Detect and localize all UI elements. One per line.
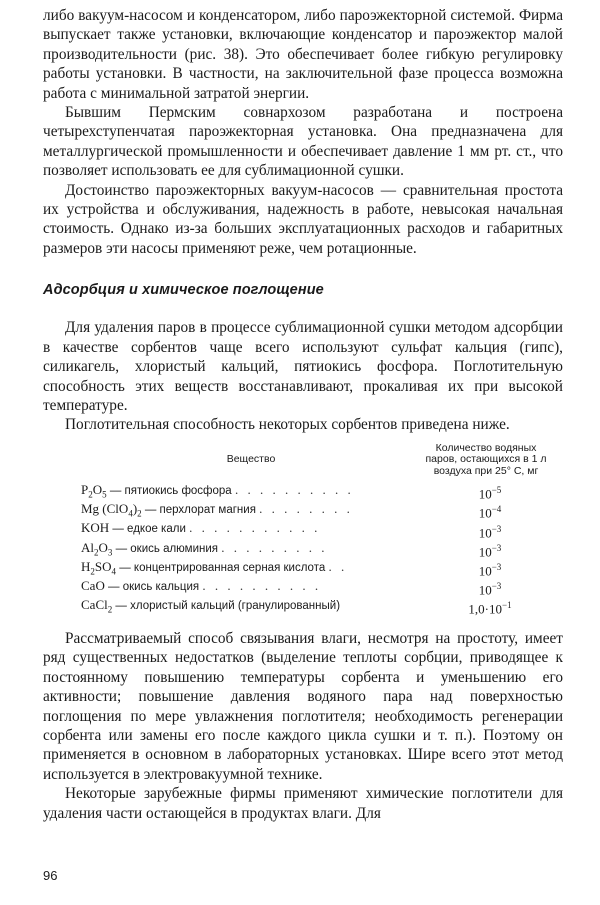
header-value: Количество водяных паров, остающихся в 1 л воздуха при 25° С, мг [425, 441, 547, 477]
substance-name: — перхлорат магния [141, 504, 256, 517]
value-cell [421, 579, 551, 598]
leader-dots: . . [328, 558, 348, 574]
value-cell [421, 483, 551, 502]
value-cell [421, 598, 551, 617]
value-cell [421, 541, 551, 560]
value-exponent: −5 [491, 485, 502, 496]
paragraph: Некоторые зарубежные фирмы применяют химические поглотители для удаления части остающейся в продуктах влаги. Для [43, 785, 563, 822]
table-row [81, 541, 551, 560]
formula-subscript: 4 [128, 508, 133, 519]
page-number: 96 [43, 868, 58, 883]
formula-part: CaO [81, 577, 105, 593]
paragraph: Поглотительная способность некоторых сорбентов приведена ниже. [65, 416, 510, 434]
formula-subscript: 3 [107, 547, 113, 558]
formula [81, 482, 107, 500]
substance-cell [81, 560, 421, 579]
table-body [81, 483, 551, 617]
paragraph: Рассматриваемый способ связывания влаги, несмотря на простоту, имеет ряд существенных недостатков (выделение теплоты сорбции, приводящее к постоянному повышению температуры сорбента и уменьшению его активности; повышение давления водяного пара над поверхностью поглощения по мере увлажнения поглотителя; необходимость регенерации сорбента или замены его после каждого цикла сушки и т. п.). Поэтому он применяется в основном в лабораторных установках. Шире всего этот метод используется в электровакуумной технике. [43, 629, 563, 783]
page-body [43, 6, 563, 823]
value-mantissa: 10 [478, 582, 492, 598]
substance-cell [81, 541, 421, 560]
formula-subscript: 2 [137, 508, 142, 519]
formula-part: O [98, 539, 108, 555]
formula [81, 558, 117, 577]
substance-name: — пятиокись фосфора [106, 485, 232, 498]
formula-subscript: 2 [90, 566, 95, 577]
formula [81, 578, 105, 593]
value-exponent: −4 [491, 504, 502, 515]
formula-part: CaCl [81, 596, 108, 612]
value-cell [421, 502, 551, 521]
formula [81, 501, 142, 519]
substance-cell [81, 579, 421, 598]
substance-cell [81, 521, 421, 540]
leader-dots: . . . . . . . . . . [202, 577, 322, 593]
substance-name: — концентрированная серная кислота [116, 561, 326, 574]
formula-subscript: 5 [102, 489, 107, 500]
substance-name: — едкое кали [109, 523, 186, 536]
formula-subscript: 2 [107, 604, 113, 615]
table-row [81, 502, 551, 521]
table-row [81, 598, 551, 617]
value-exponent: −1 [502, 599, 512, 610]
value-mantissa: 10 [478, 486, 492, 502]
table-row [81, 483, 551, 502]
formula [81, 596, 113, 615]
paragraph: Бывшим Пермским совнархозом разработана и построена четырехступенчатая пароэжекторная установка. Она предназначена для металлургической промышленности и обеспечивает давление 1 мм рт. ст., что позволяет использовать ее для сублимационной сушки. [43, 104, 563, 180]
formula-part: H [81, 558, 91, 574]
value-mantissa: 10 [478, 543, 492, 559]
substance-name: — окись алюминия [112, 542, 219, 555]
substance-cell [81, 502, 421, 521]
leader-dots: . . . . . . . . . [221, 539, 328, 555]
table-row [81, 579, 551, 598]
paragraph: либо вакуум-насосом и конденсатором, либо пароэжекторной системой. Фирма выпускает также установки, включающие конденсатор и пароэжектор малой производительности (рис. 38). Это обеспечивает более гибкую регулировку работы установки. В частности, на заключительной фазе процесса возможна работа с минимальной затратой энергии. [43, 7, 563, 102]
table-header-row [81, 443, 551, 484]
leader-dots: . . . . . . . . . . [234, 482, 354, 498]
section-heading: Адсорбция и химическое поглощение [43, 282, 324, 299]
leader-dots: . . . . . . . . [259, 501, 353, 517]
value-cell [421, 521, 551, 540]
table-row [81, 560, 551, 579]
formula [81, 520, 109, 535]
paragraph: Достоинство пароэжекторных вакуум-насосов — сравнительная простота их устройства и обслуживания, надежность в работе, невысокая начальная стоимость. Однако из-за больших эксплуатационных расходов и габаритных размеров эти насосы применяют реже, чем ротационные. [43, 181, 563, 257]
table-row [81, 521, 551, 540]
formula-part: Mg (ClO [81, 501, 129, 517]
value-mantissa: 10 [478, 505, 492, 521]
formula-part: SO [94, 558, 112, 574]
leader-dots: . . . . . . . . . . . [189, 520, 321, 536]
formula [81, 539, 113, 558]
substance-name: — хлористый кальций (гранулированный) [112, 599, 341, 612]
formula-part: KOH [81, 520, 110, 536]
formula-part: P [81, 482, 89, 498]
header-substance: Вещество [226, 453, 276, 466]
value-exponent: −3 [491, 561, 502, 572]
value-cell [421, 560, 551, 579]
value-exponent: −3 [491, 580, 502, 591]
value-exponent: −3 [491, 523, 502, 534]
sorbent-table [81, 443, 551, 617]
value-exponent: −3 [491, 542, 502, 553]
substance-name: — окись кальция [104, 580, 200, 593]
formula-part: O [92, 482, 103, 498]
substance-cell [81, 483, 421, 502]
value-mantissa: 10 [478, 524, 492, 540]
value-mantissa: 10 [478, 563, 492, 579]
paragraph: Для удаления паров в процессе сублимационной сушки методом адсорбции в качестве сорбентов чаще всего используют сульфат кальция (гипс), силикагель, хлористый кальций, пятиокись фосфора. Поглотительную способность этих веществ восстанавливают, прокаливая их при высокой температуре. [43, 319, 563, 414]
substance-cell [81, 598, 421, 617]
formula-subscript: 4 [111, 566, 117, 577]
formula-part: ) [132, 501, 138, 517]
formula-part: Al [81, 539, 94, 555]
formula-subscript: 2 [88, 489, 93, 500]
formula-subscript: 2 [94, 547, 99, 558]
value-mantissa: 1,0·10 [468, 601, 502, 617]
